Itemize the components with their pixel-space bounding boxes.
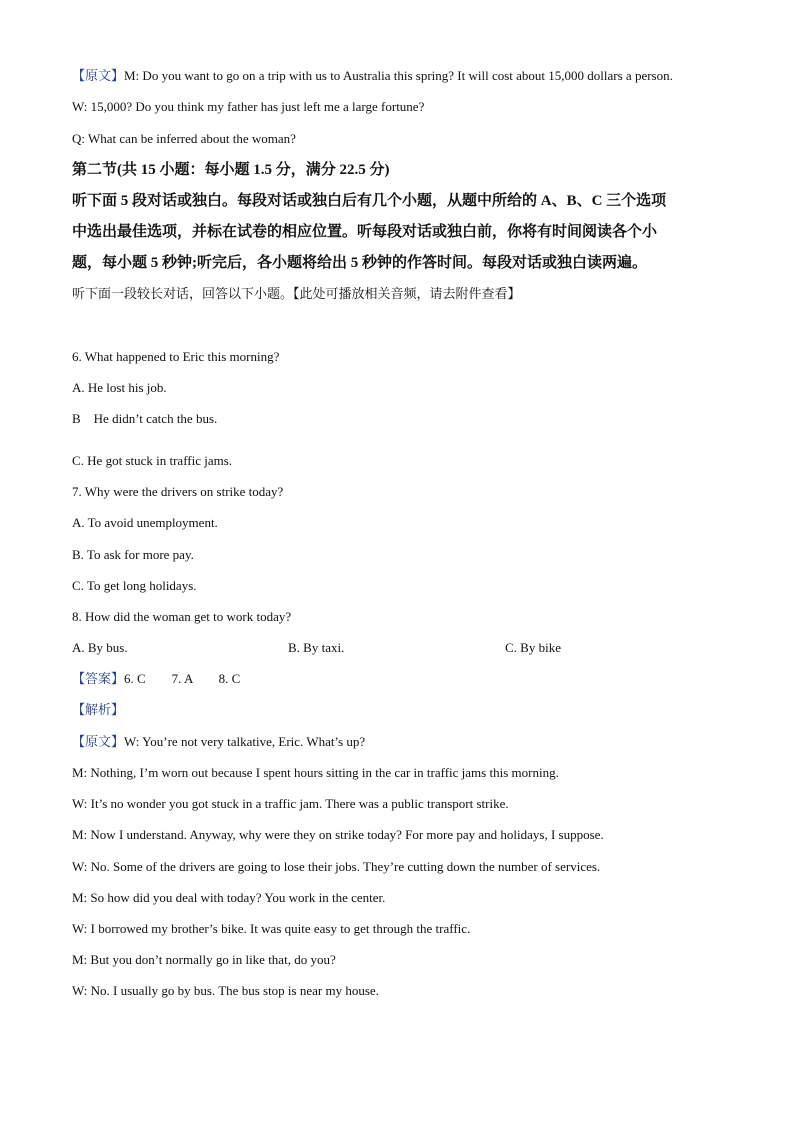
transcript-line-5: W: No. Some of the drivers are going to lose their jobs. They’re cutting down the number of services. <box>72 859 601 874</box>
question-7: 7. Why were the drivers on strike today? <box>72 484 284 499</box>
question-7-option-a: A. To avoid unemployment. <box>72 515 218 530</box>
original-text-label: 【原文】 <box>72 69 125 84</box>
top-transcript-line-1: 【原文】M: Do you want to go on a trip with us to Australia this spring? It will cost about 15,000 dollars a person. <box>72 68 673 84</box>
question-8-option-c: C. By bike <box>505 640 561 655</box>
question-6: 6. What happened to Eric this morning? <box>72 349 280 364</box>
top-transcript-line-2: W: 15,000? Do you think my father has just left me a large fortune? <box>72 99 425 114</box>
transcript-line-3: W: It’s no wonder you got stuck in a traffic jam. There was a public transport strike. <box>72 796 509 811</box>
transcript-line-7: W: I borrowed my brother’s bike. It was quite easy to get through the traffic. <box>72 921 471 936</box>
transcript-line-2: M: Nothing, I’m worn out because I spent hours sitting in the car in traffic jams this morning. <box>72 765 559 780</box>
answer-text: 6. C 7. A 8. C <box>124 671 241 686</box>
section-instruction-1: 听下面 5 段对话或独白。每段对话或独白后有几个小题，从题中所给的 A、B、C 三个选项 <box>72 193 667 209</box>
question-7-option-c: C. To get long holidays. <box>72 578 197 593</box>
question-6-option-b: B He didn’t catch the bus. <box>72 411 218 426</box>
question-6-option-c: C. He got stuck in traffic jams. <box>72 453 233 468</box>
question-8-option-b: B. By taxi. <box>288 640 345 655</box>
transcript-line-8: M: But you don’t normally go in like that, do you? <box>72 952 336 967</box>
question-6-option-a: A. He lost his job. <box>72 380 167 395</box>
section-instruction-3: 题，每小题 5 秒钟;听完后，各小题将给出 5 秒钟的作答时间。每段对话或独白读两遍。 <box>72 255 647 271</box>
answer-line <box>72 671 240 688</box>
transcript-line-1: 【原文】W: You’re not very talkative, Eric. What’s up? <box>72 734 366 750</box>
question-8: 8. How did the woman get to work today? <box>72 609 292 624</box>
analysis-label: 【解析】 <box>72 703 125 718</box>
section-heading: 第二节(共 15 小题：每小题 1.5 分，满分 22.5 分) <box>72 162 390 178</box>
section-note: 听下面一段较长对话，回答以下小题。【此处可播放相关音频，请去附件查看】 <box>72 287 521 302</box>
question-8-options <box>0 640 794 656</box>
transcript-line-9: W: No. I usually go by bus. The bus stop is near my house. <box>72 983 379 998</box>
section-instruction-2: 中选出最佳选项，并标在试卷的相应位置。听每段对话或独白前，你将有时间阅读各个小 <box>72 224 658 240</box>
question-7-option-b: B. To ask for more pay. <box>72 547 194 562</box>
answer-label: 【答案】 <box>72 672 125 687</box>
transcript-line-6: M: So how did you deal with today? You work in the center. <box>72 890 386 905</box>
top-transcript-question: Q: What can be inferred about the woman? <box>72 131 296 146</box>
transcript-label: 【原文】 <box>72 735 125 750</box>
question-8-option-a: A. By bus. <box>72 640 128 655</box>
transcript-line-4: M: Now I understand. Anyway, why were they on strike today? For more pay and holidays, I suppose. <box>72 827 604 842</box>
